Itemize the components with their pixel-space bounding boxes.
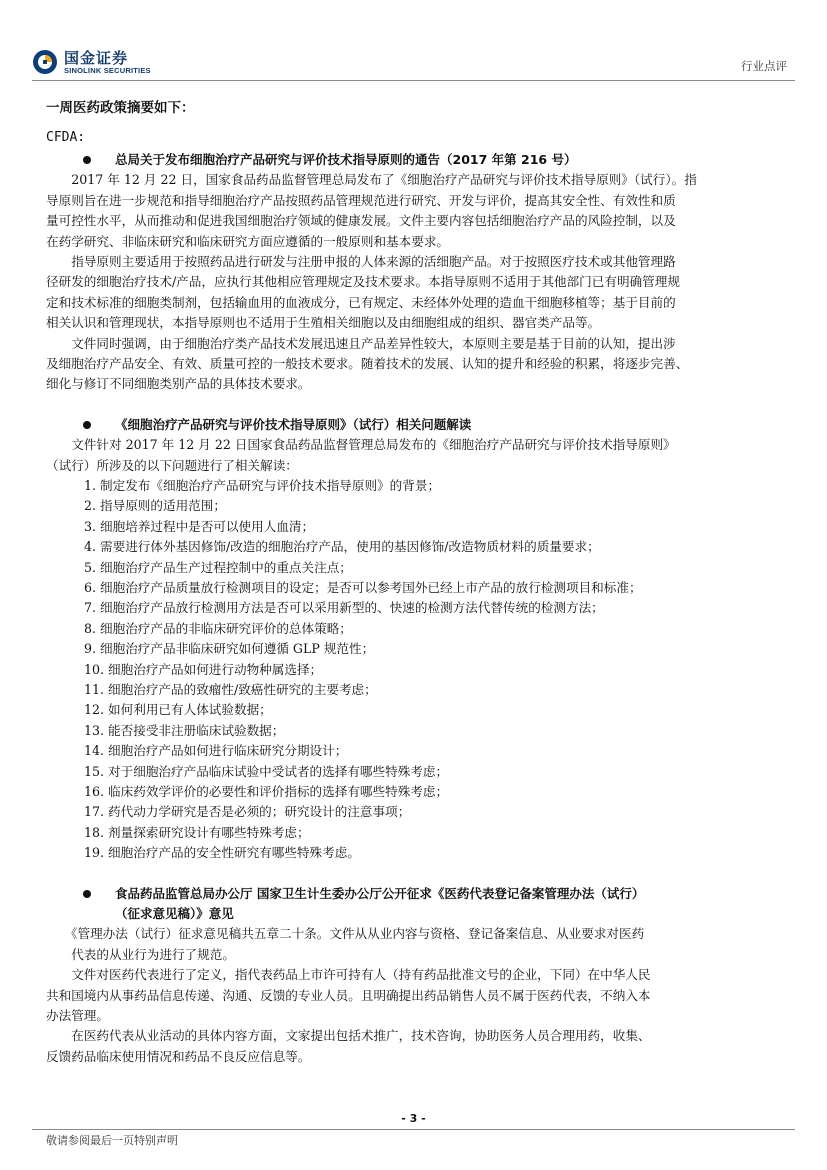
list-item: 8. 细胞治疗产品的非临床研究评价的总体策略； — [84, 620, 352, 636]
text-line: 径研发的细胞治疗技术/产品，应执行其他相应管理规定及技术要求。本指导原则不适用于其他部门已有明确管理规 — [46, 274, 680, 290]
spacer — [46, 395, 796, 415]
list-item: 2. 指导原则的适用范围； — [84, 498, 226, 514]
section-3-title-line-2: （征求意见稿）》意见 — [115, 905, 234, 921]
section-1-title: 总局关于发布细胞治疗产品研究与评价技术指导原则的通告（2017 年第 216 号） — [115, 152, 577, 167]
page-header — [0, 0, 827, 80]
list-item: 4. 需要进行体外基因修饰/改造的细胞治疗产品，使用的基因修饰/改造物质材料的质量要求； — [84, 539, 600, 555]
document-type-label: 行业点评 — [741, 59, 787, 73]
list-item: 6. 细胞治疗产品质量放行检测项目的设定；是否可以参考国外已经上市产品的放行检测项目和标准； — [84, 580, 642, 596]
text-line: 反馈药品临床使用情况和药品不良反应信息等。 — [46, 1048, 311, 1064]
section-3-title-line-1: 食品药品监管总局办公厅 国家卫生计生委办公厅公开征求《医药代表登记备案管理办法（试行） — [115, 885, 645, 901]
section-3-heading — [46, 884, 796, 925]
bullet-icon — [83, 156, 91, 164]
list-item: 11. 细胞治疗产品的致瘤性/致癌性研究的主要考虑； — [84, 682, 377, 697]
list-item: 18. 剂量探索研究设计有哪些特殊考虑； — [84, 824, 310, 840]
bullet-icon — [83, 421, 91, 429]
text-line: 文件对医药代表进行了定义，指代表药品上市许可持有人（持有药品批准文号的企业，下同）在中华人民 — [46, 967, 651, 983]
section-2-title: 《细胞治疗产品研究与评价技术指导原则》（试行）相关问题解读 — [115, 416, 472, 432]
bullet-icon — [83, 890, 91, 898]
logo-name-en: SINOLINK SECURITIES — [64, 66, 151, 75]
list-item: 17. 药代动力学研究是否是必须的；研究设计的注意事项； — [84, 804, 411, 820]
disclaimer-note: 敬请参阅最后一页特别声明 — [46, 1134, 178, 1147]
list-item: 19. 细胞治疗产品的安全性研究有哪些特殊考虑。 — [84, 845, 360, 861]
section-1-paragraph-3 — [46, 334, 796, 395]
list-item: 13. 能否接受非注册临床试验数据； — [84, 722, 285, 738]
text-line: 相关认识和管理现状，本指导原则也不适用于生殖相关细胞以及由细胞组成的组织、器官类产品等。 — [46, 315, 601, 331]
section-1-heading — [46, 150, 796, 170]
text-line: 代表的从业行为进行了规范。 — [46, 946, 235, 962]
section-2-intro — [46, 435, 796, 476]
text-line: 量可控性水平，从而推动和促进我国细胞治疗领域的健康发展。文件主要内容包括细胞治疗产品的风险控制，以及 — [46, 213, 676, 229]
logo-name-cn: 国金证券 — [64, 49, 129, 67]
text-line: 办法管理。 — [46, 1007, 109, 1023]
text-line: 细化与修订不同细胞类别产品的具体技术要求。 — [46, 376, 311, 392]
list-item: 12. 如何利用已有人体试验数据； — [84, 702, 272, 718]
list-item: 16. 临床药效学评价的必要性和评价指标的选择有哪些特殊考虑； — [84, 783, 449, 799]
text-line: 在药学研究、非临床研究和临床研究方面应遵循的一般原则和基本要求。 — [46, 233, 449, 249]
spacer — [46, 864, 796, 884]
list-item: 15. 对于细胞治疗产品临床试验中受试者的选择有哪些特殊考虑； — [84, 763, 449, 779]
header-divider — [32, 80, 795, 81]
section-3-paragraph-1 — [46, 924, 796, 965]
list-item: 7. 细胞治疗产品放行检测用方法是否可以采用新型的、快速的检测方法代替传统的检测方法； — [84, 600, 604, 616]
section-1-paragraph-1 — [46, 170, 796, 252]
cfda-label: CFDA: — [46, 130, 86, 145]
text-line: 2017 年 12 月 22 日，国家食品药品监督管理总局发布了《细胞治疗产品研究与评价技术指导原则》（试行）。指 — [46, 172, 697, 188]
section-3-paragraph-2 — [46, 965, 796, 1026]
list-item: 9. 细胞治疗产品非临床研究如何遵循 GLP 规范性； — [84, 641, 375, 657]
text-line: 及细胞治疗产品安全、有效、质量可控的一般技术要求。随着技术的发展、认知的提升和经验的积累，将逐步完善、 — [46, 356, 689, 372]
text-line: 在医药代表从业活动的具体内容方面，文家提出包括术推广，技术咨询，协助医务人员合理用药，收集、 — [46, 1028, 651, 1044]
summary-title: 一周医药政策摘要如下： — [46, 100, 195, 116]
section-3-paragraph-3 — [46, 1026, 796, 1067]
text-line: 《管理办法（试行）征求意见稿共五章二十条。文件从从业内容与资格、登记备案信息、从业要求对医药 — [46, 926, 645, 942]
question-list — [46, 476, 796, 863]
page-number: - 3 - — [401, 1112, 426, 1125]
list-item: 3. 细胞培养过程中是否可以使用人血清； — [84, 518, 315, 534]
section-2-heading — [46, 415, 796, 435]
text-line: 文件针对 2017 年 12 月 22 日国家食品药品监督管理总局发布的《细胞治疗产品研究与评价技术指导原则》 — [46, 437, 676, 453]
company-logo — [32, 47, 152, 77]
list-item: 14. 细胞治疗产品如何进行临床研究分期设计； — [84, 743, 348, 759]
text-line: 导原则旨在进一步规范和指导细胞治疗产品按照药品管理规范进行研究、开发与评价，提高其安全性、有效性和质 — [46, 192, 676, 208]
text-line: 共和国境内从事药品信息传递、沟通、反馈的专业人员。且明确提出药品销售人员不属于医药代表，不纳入本 — [46, 987, 651, 1003]
page-content — [46, 98, 796, 1067]
footer-divider — [32, 1129, 795, 1130]
text-line: 定和技术标准的细胞类制剂，包括输血用的血液成分，已有规定、未经体外处理的造血干细胞移植等；基于目前的 — [46, 294, 676, 310]
list-item: 5. 细胞治疗产品生产过程控制中的重点关注点； — [84, 559, 352, 575]
text-line: （试行）所涉及的以下问题进行了相关解读： — [46, 457, 298, 473]
section-1-paragraph-2 — [46, 252, 796, 334]
list-item: 1. 制定发布《细胞治疗产品研究与评价技术指导原则》的背景； — [84, 478, 441, 494]
logo-mark-icon — [32, 49, 58, 75]
text-line: 指导原则主要适用于按照药品进行研发与注册申报的人体来源的活细胞产品。对于按照医疗技术或其他管理路 — [46, 254, 676, 270]
list-item: 10. 细胞治疗产品如何进行动物种属选择； — [84, 661, 323, 677]
text-line: 文件同时强调，由于细胞治疗类产品技术发展迅速且产品差异性较大，本原则主要是基于目前的认知，提出涉 — [46, 335, 676, 351]
